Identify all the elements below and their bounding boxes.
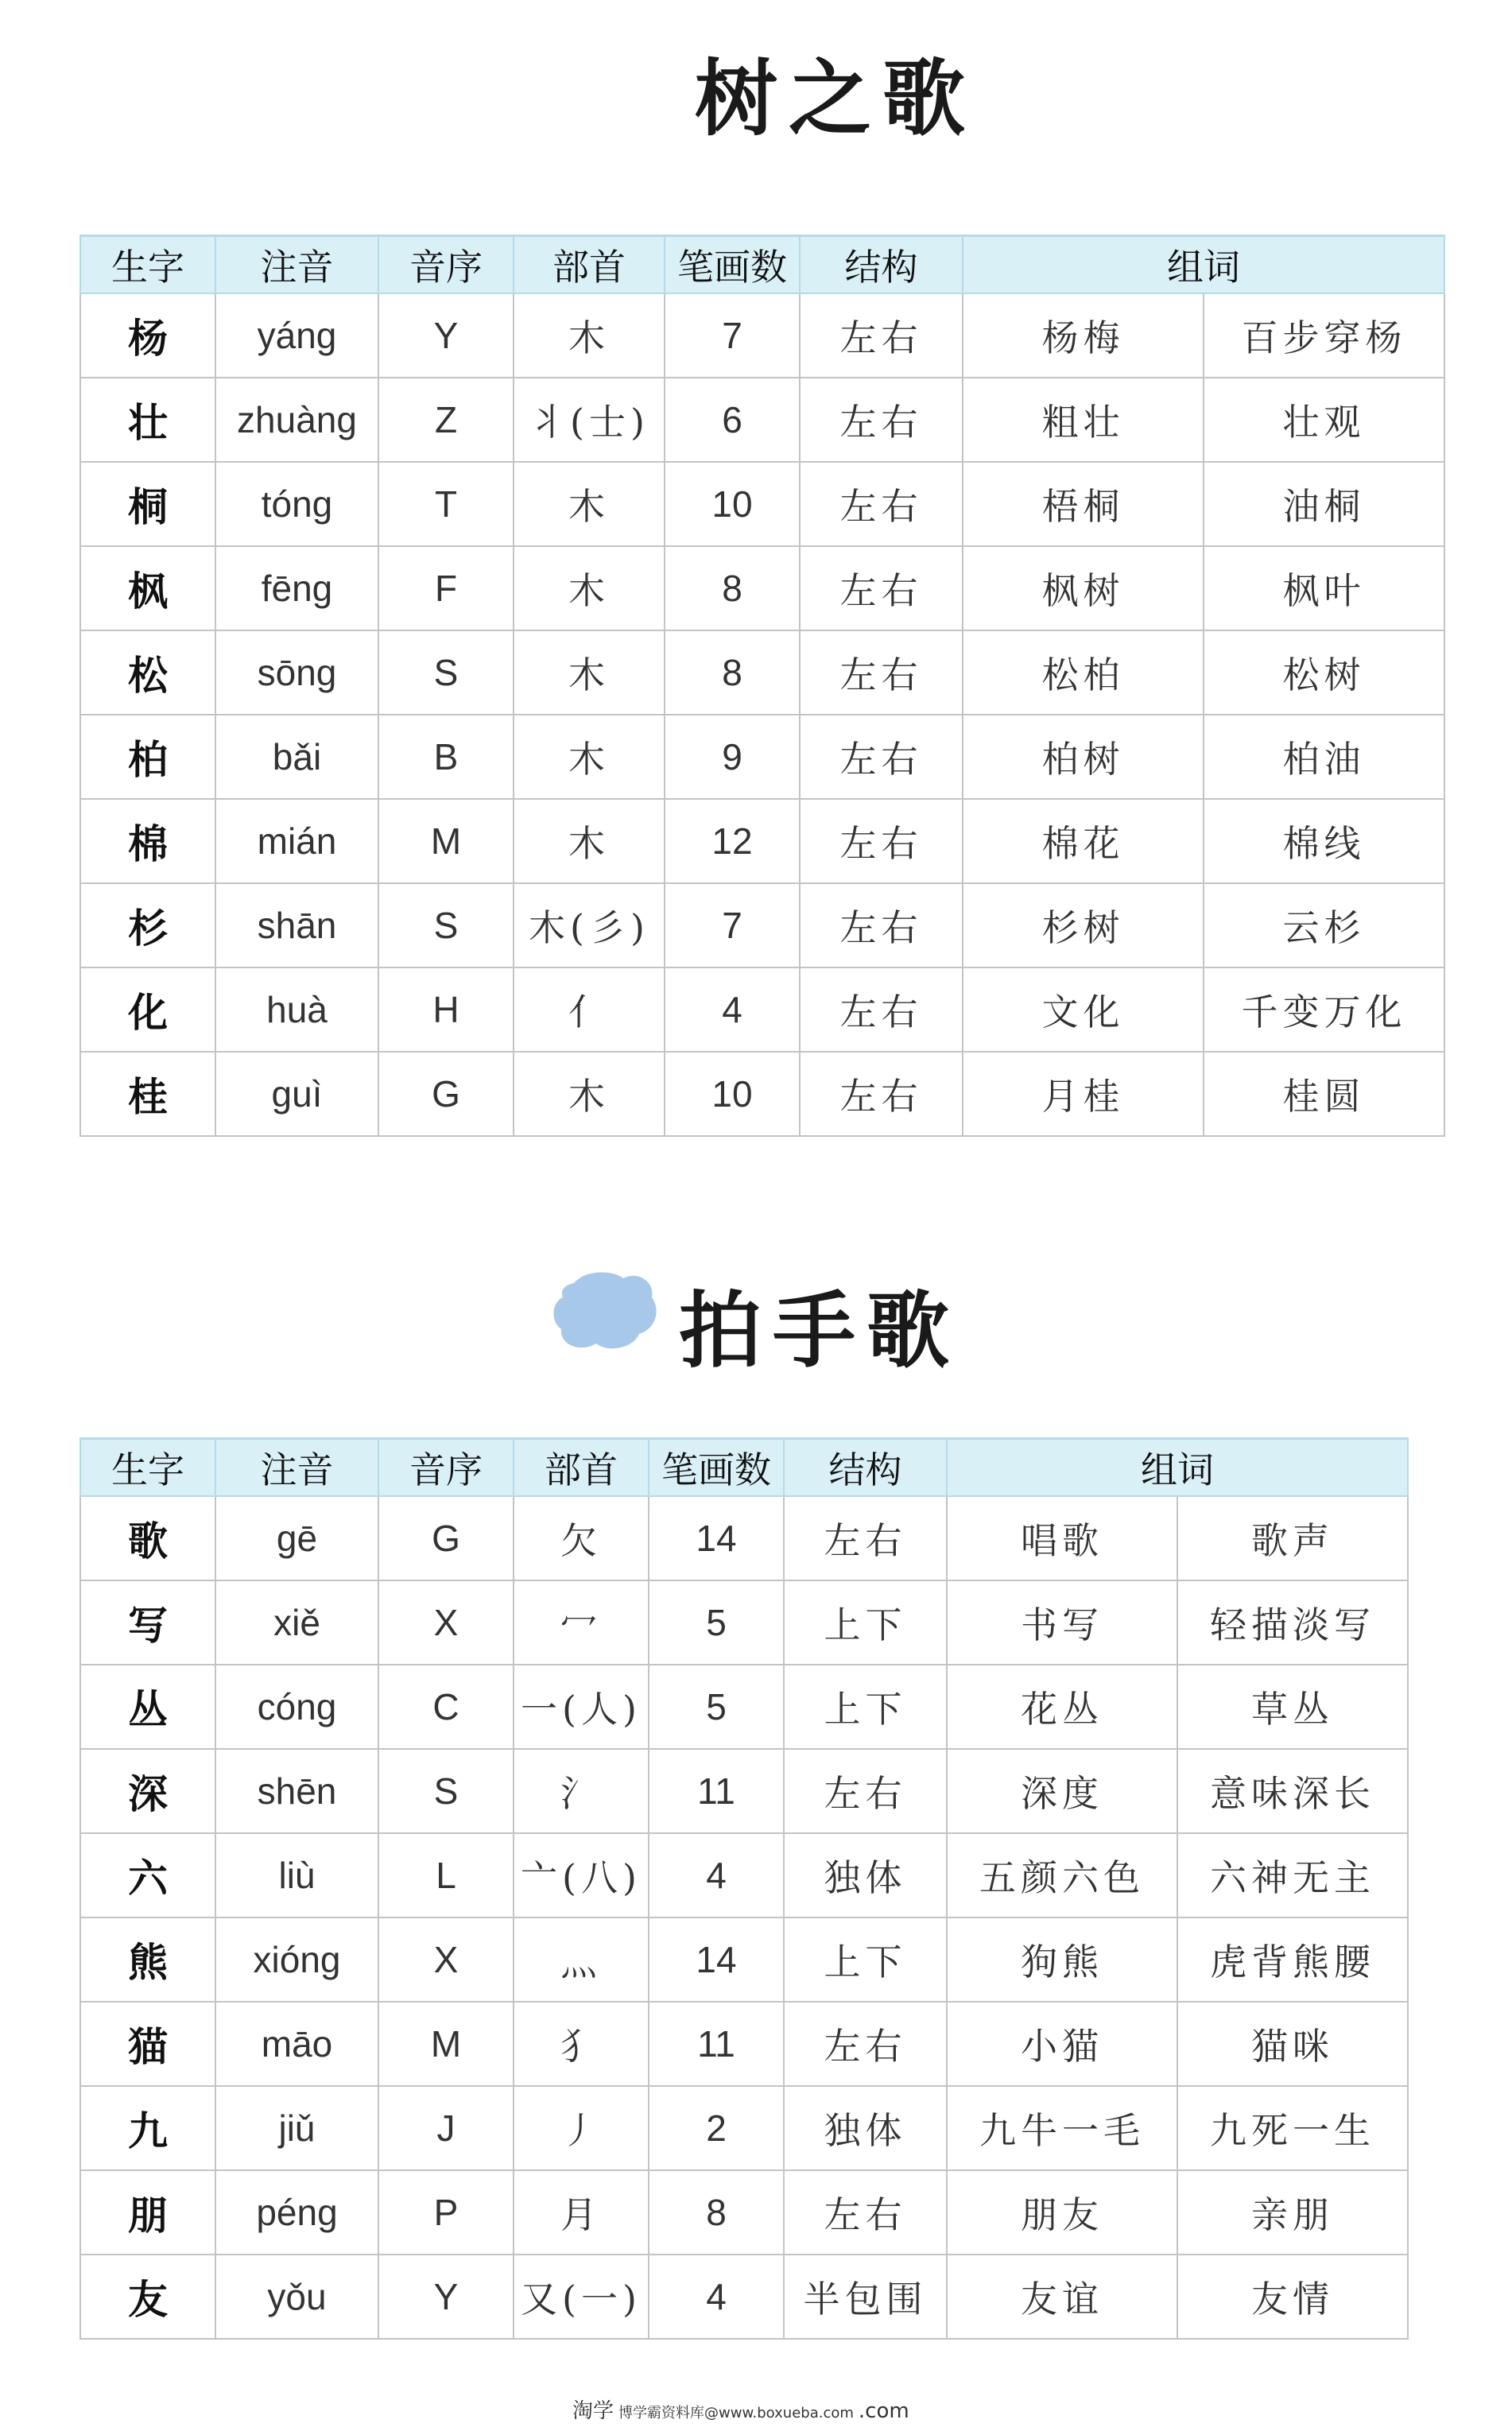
cell-char: 猫 [80,2002,215,2086]
cell-strokes: 8 [665,546,800,630]
cell-order: S [378,1749,514,1833]
table-row [80,2255,1408,2339]
cell-word2: 友情 [1177,2255,1408,2339]
table-row [80,967,1444,1052]
cell-char: 写 [80,1580,215,1665]
header-radical: 部首 [514,1439,649,1497]
cell-radical: 木 [514,293,665,378]
cell-strokes: 10 [665,462,800,546]
cell-word1: 唱歌 [947,1496,1177,1580]
cell-radical: 灬 [514,1917,649,2002]
cell-order: X [378,1580,514,1665]
header-order: 音序 [378,1439,514,1497]
cell-word1: 粗壮 [963,378,1204,462]
vocab-table-shuzhige [79,235,1445,1137]
cell-word1: 深度 [947,1749,1177,1833]
cell-char: 丛 [80,1665,215,1749]
table-row [80,2170,1408,2255]
header-radical: 部首 [514,236,665,294]
vocab-table-paishouge [79,1437,1409,2340]
header-order: 音序 [378,236,514,294]
cell-word2: 桂圆 [1204,1052,1444,1136]
cell-strokes: 7 [665,293,800,378]
cell-word1: 狗熊 [947,1917,1177,2002]
cell-word2: 六神无主 [1177,1833,1408,1917]
cell-word2: 千变万化 [1204,967,1444,1052]
cell-structure: 上下 [784,1917,947,2002]
cell-structure: 左右 [800,378,963,462]
cell-strokes: 14 [649,1496,784,1580]
section-title-shuzhige: 树之歌 [694,49,976,147]
cell-order: H [378,967,514,1052]
cell-structure: 左右 [800,967,963,1052]
cell-pinyin: tóng [215,462,378,546]
cell-structure: 上下 [784,1580,947,1665]
cell-pinyin: xiě [215,1580,378,1665]
table-row [80,799,1444,883]
cell-strokes: 8 [665,630,800,715]
header-char: 生字 [80,236,215,294]
cell-radical: 冖 [514,1580,649,1665]
cell-strokes: 5 [649,1580,784,1665]
cell-word2: 虎背熊腰 [1177,1917,1408,2002]
cell-strokes: 11 [649,1749,784,1833]
cell-word1: 九牛一毛 [947,2086,1177,2170]
table-header-row [80,1439,1408,1497]
cell-radical: 木 [514,715,665,799]
cell-structure: 左右 [800,883,963,967]
cell-char: 杉 [80,883,215,967]
cell-order: S [378,883,514,967]
cell-word2: 松树 [1204,630,1444,715]
table-row [80,2086,1408,2170]
cell-word2: 轻描淡写 [1177,1580,1408,1665]
cell-strokes: 14 [649,1917,784,2002]
cell-word2: 九死一生 [1177,2086,1408,2170]
cell-char: 松 [80,630,215,715]
cell-word1: 杉树 [963,883,1204,967]
cell-strokes: 12 [665,799,800,883]
cell-radical: 丿 [514,2086,649,2170]
cell-radical: 亠(八) [514,1833,649,1917]
cell-char: 枫 [80,546,215,630]
table-header-row [80,236,1444,294]
cell-structure: 左右 [784,2002,947,2086]
cell-strokes: 4 [665,967,800,1052]
cell-char: 桐 [80,462,215,546]
cell-radical: 欠 [514,1496,649,1580]
cell-pinyin: zhuàng [215,378,378,462]
cell-structure: 左右 [784,2170,947,2255]
cell-structure: 左右 [800,293,963,378]
cell-order: Y [378,2255,514,2339]
cell-strokes: 2 [649,2086,784,2170]
header-strokes: 笔画数 [665,236,800,294]
cell-radical: 木 [514,1052,665,1136]
cell-strokes: 11 [649,2002,784,2086]
cell-char: 歌 [80,1496,215,1580]
cell-structure: 左右 [800,1052,963,1136]
cell-word2: 壮观 [1204,378,1444,462]
cell-pinyin: huà [215,967,378,1052]
cell-char: 友 [80,2255,215,2339]
cell-structure: 独体 [784,2086,947,2170]
cell-radical: 又(一) [514,2255,649,2339]
table-row [80,2002,1408,2086]
cell-word1: 花丛 [947,1665,1177,1749]
cell-char: 九 [80,2086,215,2170]
cell-word2: 枫叶 [1204,546,1444,630]
footer-middle-text: 博学霸资料库@www.boxueba.com [618,2405,854,2421]
header-strokes: 笔画数 [649,1439,784,1497]
cell-pinyin: bǎi [215,715,378,799]
cell-structure: 左右 [784,1496,947,1580]
cell-radical: 丬(士) [514,378,665,462]
cell-radical: 亻 [514,967,665,1052]
cell-char: 朋 [80,2170,215,2255]
table-row [80,1580,1408,1665]
cell-radical: 木 [514,546,665,630]
cell-order: T [378,462,514,546]
cell-strokes: 4 [649,2255,784,2339]
table-row [80,1749,1408,1833]
header-char: 生字 [80,1439,215,1497]
cell-pinyin: yáng [215,293,378,378]
footer-watermark [572,2394,909,2424]
header-pinyin: 注音 [215,236,378,294]
cell-order: B [378,715,514,799]
cell-pinyin: māo [215,2002,378,2086]
cell-structure: 左右 [800,546,963,630]
cell-structure: 左右 [784,1749,947,1833]
cell-char: 柏 [80,715,215,799]
cell-structure: 独体 [784,1833,947,1917]
cell-structure: 半包围 [784,2255,947,2339]
header-words: 组词 [963,236,1444,294]
cell-structure: 左右 [800,715,963,799]
cell-word2: 意味深长 [1177,1749,1408,1833]
cell-word1: 月桂 [963,1052,1204,1136]
table-row [80,630,1444,715]
cell-char: 化 [80,967,215,1052]
cell-word1: 五颜六色 [947,1833,1177,1917]
cell-word1: 杨梅 [963,293,1204,378]
cell-radical: 氵 [514,1749,649,1833]
header-pinyin: 注音 [215,1439,378,1497]
cell-order: M [378,799,514,883]
cell-order: G [378,1496,514,1580]
cell-strokes: 7 [665,883,800,967]
table-row [80,1665,1408,1749]
cell-pinyin: yǒu [215,2255,378,2339]
cell-pinyin: shān [215,883,378,967]
cell-word2: 歌声 [1177,1496,1408,1580]
cell-strokes: 5 [649,1665,784,1749]
cell-char: 壮 [80,378,215,462]
cell-strokes: 9 [665,715,800,799]
section-title-paishouge: 拍手歌 [678,1281,960,1379]
cell-radical: 木(彡) [514,883,665,967]
cell-radical: 月 [514,2170,649,2255]
cell-word2: 云杉 [1204,883,1444,967]
cell-structure: 左右 [800,462,963,546]
cell-order: C [378,1665,514,1749]
table-row [80,1052,1444,1136]
header-structure: 结构 [800,236,963,294]
table-row [80,378,1444,462]
table-row [80,1917,1408,2002]
cell-pinyin: mián [215,799,378,883]
cell-word1: 棉花 [963,799,1204,883]
cell-pinyin: liù [215,1833,378,1917]
cell-word2: 油桐 [1204,462,1444,546]
cell-char: 棉 [80,799,215,883]
cell-pinyin: cóng [215,1665,378,1749]
cell-word2: 柏油 [1204,715,1444,799]
cell-order: P [378,2170,514,2255]
cell-radical: 木 [514,630,665,715]
cell-char: 六 [80,1833,215,1917]
header-words: 组词 [947,1439,1408,1497]
cell-structure: 左右 [800,630,963,715]
cell-pinyin: fēng [215,546,378,630]
cell-char: 熊 [80,1917,215,2002]
cell-order: S [378,630,514,715]
cell-radical: 犭 [514,2002,649,2086]
cell-word1: 枫树 [963,546,1204,630]
footer-right-text: .com [858,2399,909,2423]
cell-order: J [378,2086,514,2170]
cell-order: L [378,1833,514,1917]
cell-radical: 一(人) [514,1665,649,1749]
cell-word1: 小猫 [947,2002,1177,2086]
cell-word1: 松柏 [963,630,1204,715]
cell-word1: 书写 [947,1580,1177,1665]
header-structure: 结构 [784,1439,947,1497]
cell-char: 桂 [80,1052,215,1136]
cell-order: X [378,1917,514,2002]
table-row [80,883,1444,967]
cell-word1: 梧桐 [963,462,1204,546]
cell-pinyin: xióng [215,1917,378,2002]
cell-char: 深 [80,1749,215,1833]
cell-word1: 朋友 [947,2170,1177,2255]
cell-pinyin: guì [215,1052,378,1136]
cell-order: G [378,1052,514,1136]
table-row [80,293,1444,378]
cell-strokes: 6 [665,378,800,462]
cell-pinyin: jiǔ [215,2086,378,2170]
cell-radical: 木 [514,799,665,883]
cell-order: Y [378,293,514,378]
table-row [80,1833,1408,1917]
cell-char: 杨 [80,293,215,378]
cell-word1: 友谊 [947,2255,1177,2339]
cell-word2: 草丛 [1177,1665,1408,1749]
cell-order: F [378,546,514,630]
cell-structure: 左右 [800,799,963,883]
table-row [80,715,1444,799]
footer-left-text: 淘学 [572,2399,614,2423]
table-row [80,462,1444,546]
cell-structure: 上下 [784,1665,947,1749]
table-row [80,546,1444,630]
cell-word2: 猫咪 [1177,2002,1408,2086]
cell-order: Z [378,378,514,462]
cell-strokes: 8 [649,2170,784,2255]
cell-word2: 棉线 [1204,799,1444,883]
cell-word2: 亲朋 [1177,2170,1408,2255]
cell-word1: 柏树 [963,715,1204,799]
cell-pinyin: péng [215,2170,378,2255]
cell-word2: 百步穿杨 [1204,293,1444,378]
cell-radical: 木 [514,462,665,546]
cell-pinyin: shēn [215,1749,378,1833]
cell-strokes: 4 [649,1833,784,1917]
cell-order: M [378,2002,514,2086]
table-row [80,1496,1408,1580]
cell-strokes: 10 [665,1052,800,1136]
cell-pinyin: sōng [215,630,378,715]
cell-pinyin: gē [215,1496,378,1580]
cell-word1: 文化 [963,967,1204,1052]
